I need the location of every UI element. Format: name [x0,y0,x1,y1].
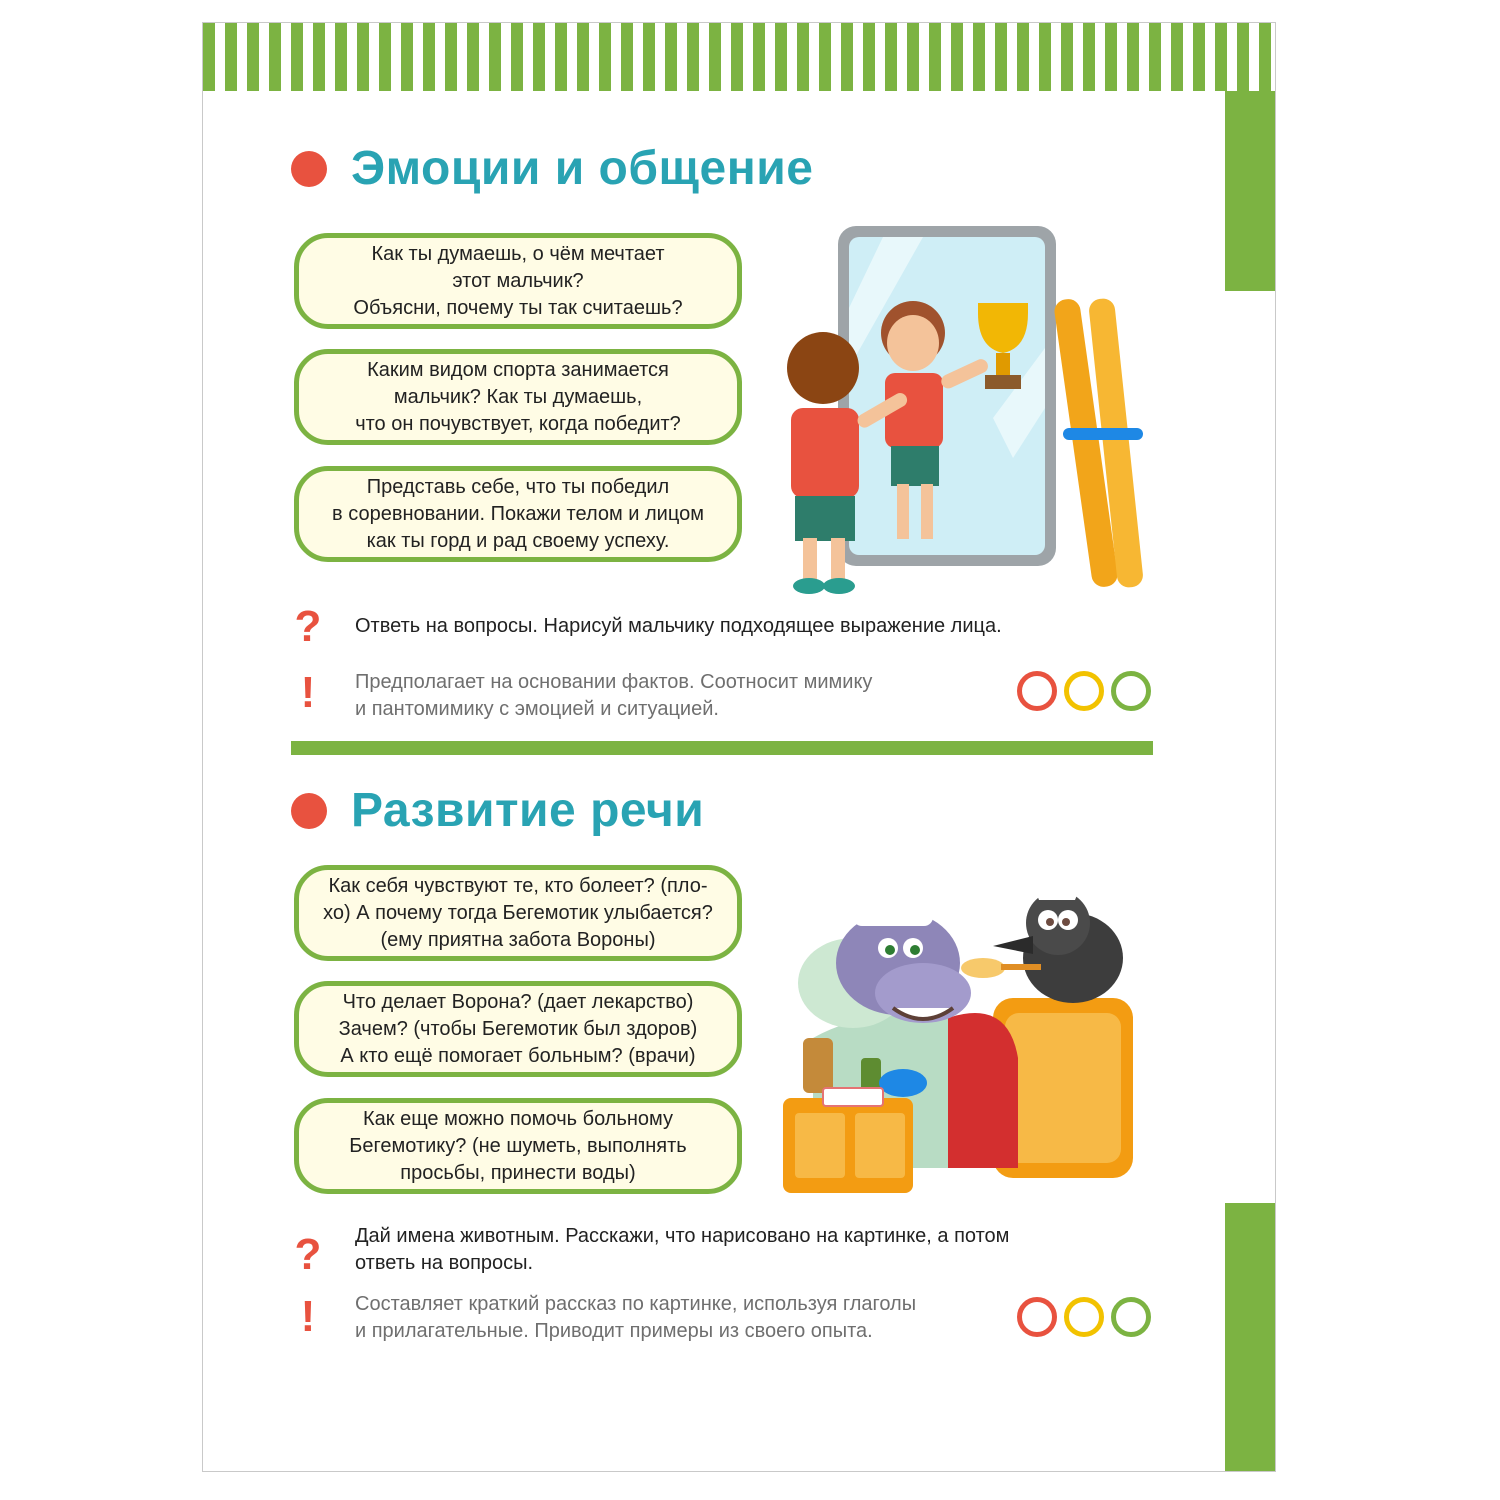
boy-mirror-illustration [763,218,1163,598]
question-bubble: Каким видом спорта занимается мальчик? Как ты думаешь, что он почувствует, когда победит? [294,349,742,445]
boy-shorts [795,496,855,541]
worksheet-page [202,22,1276,1472]
nurse-cap [1035,883,1079,900]
sick-hippo-illustration [773,868,1163,1198]
section-emotions-title [291,141,813,196]
reflection-face [887,315,939,371]
trophy-base [985,375,1021,389]
crow-beak [993,936,1033,954]
crow-head [1026,891,1090,955]
rating-circles [1017,1297,1151,1337]
spoon [961,958,1005,978]
question-mark-icon: ? [294,1230,322,1279]
side-bar-bottom [1225,1203,1275,1472]
bullet-dot-icon [291,151,327,187]
cup [879,1069,927,1097]
question-mark-icon: ? [294,602,322,651]
bandage [853,908,933,926]
rating-circle-yellow[interactable] [1064,671,1104,711]
section-title: Развитие речи [351,784,705,837]
red-blanket [948,1013,1018,1168]
task-instruction: Дай имена животным. Расскажи, что нарисовано на картинке, а потом ответь на вопросы. [355,1225,1010,1274]
boy-shirt [791,408,859,498]
section-divider [291,741,1153,755]
rating-circles [1017,671,1151,711]
boy-hair [787,332,859,404]
top-stripe-border [203,23,1276,91]
question-bubble: Как ты думаешь, о чём мечтает этот мальчик? Объясни, почему ты так считаешь? [294,233,742,329]
rating-circle-red[interactable] [1017,671,1057,711]
rating-circle-green[interactable] [1111,1297,1151,1337]
side-bar-top [1225,91,1275,291]
question-bubble: Что делает Ворона? (дает лекарство) Зачем? (чтобы Бегемотик был здоров) А кто ещё помогает больным? (врачи) [294,981,742,1077]
rating-circle-green[interactable] [1111,671,1151,711]
bullet-dot-icon [291,793,327,829]
ski-strap [1063,428,1143,440]
question-bubble: Как себя чувствуют те, кто болеет? (пло- хо) А почему тогда Бегемотик улыбается? (ему приятна забота Вороны) [294,865,742,961]
section-title: Эмоции и общение [351,142,814,195]
task-instruction: Ответь на вопросы. Нарисуй мальчику подходящее выражение лица. [355,615,1002,637]
section-speech-title [291,783,704,838]
rating-circle-red[interactable] [1017,1297,1057,1337]
reflection-shorts [891,446,939,486]
skill-description: Составляет краткий рассказ по картинке, используя глаголы и прилагательные. Приводит примеры из своего опыта. [355,1293,917,1342]
pills [823,1088,883,1106]
exclamation-icon: ! [300,668,316,717]
question-bubble: Представь себе, что ты победил в соревновании. Покажи телом и лицом как ты горд и рад своему успеху. [294,466,742,562]
rating-circle-yellow[interactable] [1064,1297,1104,1337]
skill-description: Предполагает на основании фактов. Соотносит мимику и пантомимику с эмоцией и ситуацией. [355,671,873,720]
question-bubble: Как еще можно помочь больному Бегемотику? (не шуметь, выполнять просьбы, принести воды) [294,1098,742,1194]
medicine-bottle [803,1038,833,1093]
exclamation-icon: ! [300,1292,316,1341]
